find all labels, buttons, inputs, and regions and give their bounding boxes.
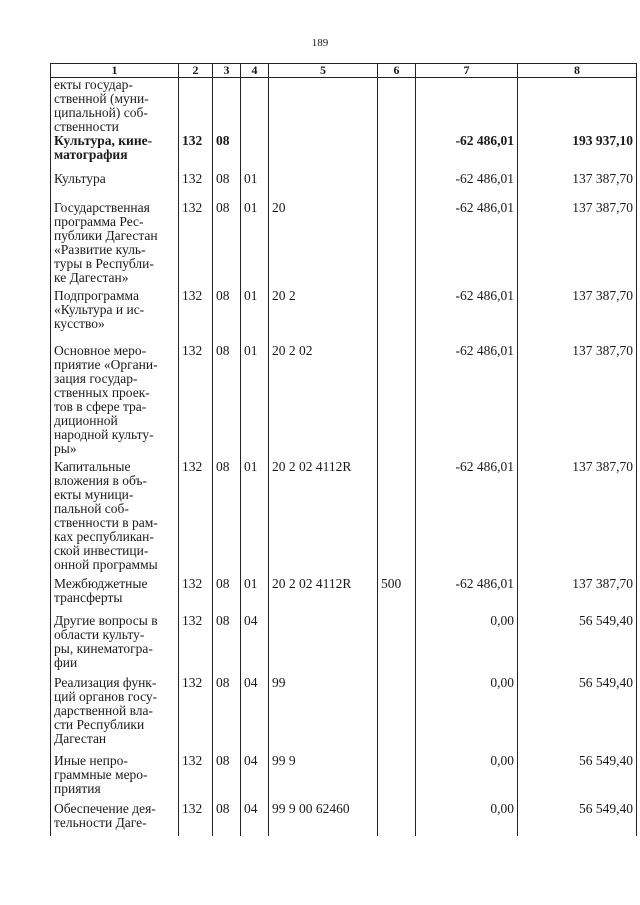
table-row bbox=[51, 172, 637, 201]
code-cell-4 bbox=[241, 78, 269, 135]
code-cell-3: 08 bbox=[213, 460, 241, 577]
row-name-cell: екты государ- ственной (муни- ципальной) соб- ственности bbox=[51, 78, 179, 135]
code-cell-3: 08 bbox=[213, 577, 241, 614]
amount-cell-8: 137 387,70 bbox=[518, 172, 637, 201]
column-header: 1 bbox=[51, 64, 179, 78]
code-cell-4: 01 bbox=[241, 577, 269, 614]
code-cell-2 bbox=[179, 78, 213, 135]
code-cell-2: 132 bbox=[179, 754, 213, 802]
table-row bbox=[51, 289, 637, 344]
code-cell-3: 08 bbox=[213, 614, 241, 676]
code-cell-5 bbox=[269, 78, 378, 135]
code-cell-2: 132 bbox=[179, 172, 213, 201]
row-name-cell: Обеспечение дея- тельности Даге- bbox=[51, 802, 179, 836]
code-cell-6 bbox=[378, 802, 416, 836]
amount-cell-8: 56 549,40 bbox=[518, 754, 637, 802]
code-cell-4: 01 bbox=[241, 460, 269, 577]
amount-cell-8: 137 387,70 bbox=[518, 289, 637, 344]
code-cell-6 bbox=[378, 460, 416, 577]
code-cell-6 bbox=[378, 676, 416, 754]
column-header: 5 bbox=[269, 64, 378, 78]
code-cell-2: 132 bbox=[179, 577, 213, 614]
code-cell-2: 132 bbox=[179, 460, 213, 577]
table-row bbox=[51, 676, 637, 754]
table-row bbox=[51, 134, 637, 172]
column-header: 7 bbox=[416, 64, 518, 78]
column-header: 3 bbox=[213, 64, 241, 78]
amount-cell-8: 137 387,70 bbox=[518, 460, 637, 577]
table-row bbox=[51, 78, 637, 135]
column-number-row bbox=[51, 64, 637, 78]
row-name-cell: Капитальные вложения в объ- екты муници- пальной соб- ственности в рам- ках республикан- ской инвестици- онной программы bbox=[51, 460, 179, 577]
code-cell-5 bbox=[269, 614, 378, 676]
code-cell-2: 132 bbox=[179, 201, 213, 289]
code-cell-3: 08 bbox=[213, 676, 241, 754]
row-name-cell: Иные непро- граммные меро- приятия bbox=[51, 754, 179, 802]
code-cell-6 bbox=[378, 201, 416, 289]
code-cell-3: 08 bbox=[213, 289, 241, 344]
code-cell-6 bbox=[378, 754, 416, 802]
code-cell-4: 01 bbox=[241, 201, 269, 289]
row-name-cell: Государственная программа Рес- публики Дагестан «Развитие куль- туры в Республи- ке Дагестан» bbox=[51, 201, 179, 289]
table-row bbox=[51, 577, 637, 614]
row-name-cell: Культура bbox=[51, 172, 179, 201]
code-cell-6 bbox=[378, 614, 416, 676]
amount-cell-7: -62 486,01 bbox=[416, 201, 518, 289]
column-header: 8 bbox=[518, 64, 637, 78]
code-cell-5: 20 bbox=[269, 201, 378, 289]
amount-cell-8: 56 549,40 bbox=[518, 676, 637, 754]
code-cell-2: 132 bbox=[179, 676, 213, 754]
code-cell-6 bbox=[378, 134, 416, 172]
code-cell-3 bbox=[213, 78, 241, 135]
column-header: 4 bbox=[241, 64, 269, 78]
amount-cell-8: 56 549,40 bbox=[518, 802, 637, 836]
code-cell-5 bbox=[269, 172, 378, 201]
code-cell-2: 132 bbox=[179, 802, 213, 836]
code-cell-6 bbox=[378, 289, 416, 344]
row-name-cell: Другие вопросы в области культу- ры, кинематогра- фии bbox=[51, 614, 179, 676]
code-cell-3: 08 bbox=[213, 344, 241, 460]
code-cell-5: 99 9 bbox=[269, 754, 378, 802]
table-row bbox=[51, 614, 637, 676]
code-cell-3: 08 bbox=[213, 754, 241, 802]
amount-cell-8: 56 549,40 bbox=[518, 614, 637, 676]
amount-cell-7: 0,00 bbox=[416, 614, 518, 676]
amount-cell-7: 0,00 bbox=[416, 754, 518, 802]
row-name-cell: Подпрограмма «Культура и ис- кусство» bbox=[51, 289, 179, 344]
code-cell-2: 132 bbox=[179, 134, 213, 172]
code-cell-2: 132 bbox=[179, 344, 213, 460]
budget-table bbox=[50, 63, 637, 836]
code-cell-3: 08 bbox=[213, 201, 241, 289]
code-cell-5: 99 bbox=[269, 676, 378, 754]
code-cell-2: 132 bbox=[179, 289, 213, 344]
code-cell-5 bbox=[269, 134, 378, 172]
table-row bbox=[51, 344, 637, 460]
code-cell-5: 20 2 02 bbox=[269, 344, 378, 460]
row-name-cell: Культура, кине- матография bbox=[51, 134, 179, 172]
code-cell-4: 04 bbox=[241, 676, 269, 754]
code-cell-6 bbox=[378, 78, 416, 135]
code-cell-5: 20 2 02 4112R bbox=[269, 577, 378, 614]
code-cell-3: 08 bbox=[213, 134, 241, 172]
amount-cell-8 bbox=[518, 78, 637, 135]
code-cell-4: 04 bbox=[241, 754, 269, 802]
row-name-cell: Основное меро- приятие «Органи- зация государ- ственных проек- тов в сфере тра- диционной народной культу- ры» bbox=[51, 344, 179, 460]
page-number: 189 bbox=[311, 37, 329, 49]
code-cell-4: 01 bbox=[241, 344, 269, 460]
code-cell-4: 01 bbox=[241, 172, 269, 201]
code-cell-3: 08 bbox=[213, 802, 241, 836]
code-cell-5: 20 2 bbox=[269, 289, 378, 344]
code-cell-4 bbox=[241, 134, 269, 172]
table-row bbox=[51, 460, 637, 577]
amount-cell-7: -62 486,01 bbox=[416, 289, 518, 344]
column-header: 2 bbox=[179, 64, 213, 78]
code-cell-4: 04 bbox=[241, 802, 269, 836]
table-row bbox=[51, 201, 637, 289]
code-cell-5: 99 9 00 62460 bbox=[269, 802, 378, 836]
amount-cell-8: 137 387,70 bbox=[518, 344, 637, 460]
row-name-cell: Реализация функ- ций органов госу- дарственной вла- сти Республики Дагестан bbox=[51, 676, 179, 754]
code-cell-6 bbox=[378, 172, 416, 201]
amount-cell-7 bbox=[416, 78, 518, 135]
amount-cell-7: -62 486,01 bbox=[416, 134, 518, 172]
code-cell-6 bbox=[378, 344, 416, 460]
code-cell-4: 01 bbox=[241, 289, 269, 344]
code-cell-5: 20 2 02 4112R bbox=[269, 460, 378, 577]
amount-cell-7: 0,00 bbox=[416, 802, 518, 836]
amount-cell-7: -62 486,01 bbox=[416, 460, 518, 577]
table-row bbox=[51, 754, 637, 802]
amount-cell-7: -62 486,01 bbox=[416, 577, 518, 614]
amount-cell-7: -62 486,01 bbox=[416, 344, 518, 460]
code-cell-2: 132 bbox=[179, 614, 213, 676]
table-row bbox=[51, 802, 637, 836]
code-cell-3: 08 bbox=[213, 172, 241, 201]
row-name-cell: Межбюджетные трансферты bbox=[51, 577, 179, 614]
amount-cell-8: 193 937,10 bbox=[518, 134, 637, 172]
amount-cell-7: -62 486,01 bbox=[416, 172, 518, 201]
amount-cell-8: 137 387,70 bbox=[518, 201, 637, 289]
column-header: 6 bbox=[378, 64, 416, 78]
code-cell-4: 04 bbox=[241, 614, 269, 676]
code-cell-6: 500 bbox=[378, 577, 416, 614]
amount-cell-8: 137 387,70 bbox=[518, 577, 637, 614]
amount-cell-7: 0,00 bbox=[416, 676, 518, 754]
table-body bbox=[51, 78, 637, 837]
